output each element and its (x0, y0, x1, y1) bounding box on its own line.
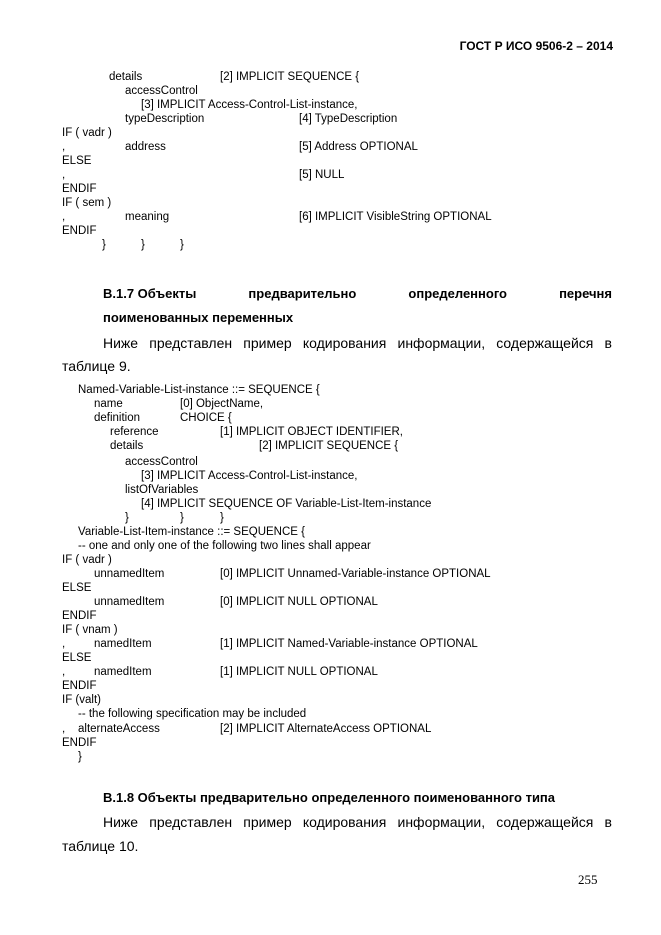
code-token: details (110, 440, 144, 452)
code-token: [2] IMPLICIT SEQUENCE { (220, 71, 360, 83)
para-word: Ниже (103, 814, 139, 830)
code-token: [3] IMPLICIT Access-Control-List-instance, (141, 99, 358, 111)
code-token: , (62, 169, 66, 181)
code-token: [6] IMPLICIT VisibleString OPTIONAL (299, 211, 492, 223)
code-token: [0] IMPLICIT Unnamed-Variable-instance OPTIONAL (220, 568, 491, 580)
code-token: [1] IMPLICIT OBJECT IDENTIFIER, (220, 426, 403, 438)
code-token: ENDIF (62, 737, 97, 749)
code-token: ELSE (62, 582, 92, 594)
para-word: кодирования (302, 335, 387, 351)
paragraph-line2: таблице 9. (62, 358, 131, 374)
code-token: meaning (125, 211, 170, 223)
code-token: Variable-List-Item-instance ::= SEQUENCE { (78, 526, 305, 538)
code-token: -- the following specification may be included (78, 708, 307, 720)
code-token: details (109, 71, 143, 83)
code-token: definition (94, 412, 141, 424)
para-word: информации, (397, 814, 486, 830)
code-token: } (125, 512, 129, 524)
section-b17-title-line2: поименованных переменных (103, 310, 294, 325)
section-b18-heading: B.1.8 Объекты предварительно определенного поименованного типа (103, 790, 556, 805)
page-header: ГОСТ Р ИСО 9506-2 – 2014 (459, 39, 613, 53)
code-token: unnamedItem (94, 568, 165, 580)
title-word: определенного (408, 286, 507, 301)
code-token: [0] ObjectName, (180, 398, 264, 410)
code-token: alternateAccess (78, 723, 160, 735)
code-token: accessControl (125, 456, 198, 468)
code-token: ENDIF (62, 680, 97, 692)
code-token: } (220, 512, 224, 524)
title-word: перечня (559, 286, 612, 301)
code-token: IF ( sem ) (62, 197, 112, 209)
code-token: , (62, 723, 66, 735)
code-token: ENDIF (62, 610, 97, 622)
para-word: содержащейся (496, 814, 594, 830)
code-token: [0] IMPLICIT NULL OPTIONAL (220, 596, 378, 608)
code-token: name (94, 398, 123, 410)
para-word: представлен (149, 814, 233, 830)
code-token: } (141, 239, 145, 251)
para-word: представлен (149, 335, 233, 351)
code-token: [3] IMPLICIT Access-Control-List-instance, (141, 470, 358, 482)
code-token: listOfVariables (125, 484, 199, 496)
code-token: address (125, 141, 166, 153)
code-token: Named-Variable-List-instance ::= SEQUENCE { (78, 384, 320, 396)
code-token: IF ( vadr ) (62, 554, 112, 566)
para-word: в (604, 335, 612, 351)
code-token: [2] IMPLICIT SEQUENCE { (259, 440, 399, 452)
code-token: IF (valt) (62, 694, 101, 706)
code-token: [4] IMPLICIT SEQUENCE OF Variable-List-Item-instance (141, 498, 432, 510)
title-word: предварительно (248, 286, 357, 301)
code-token: [1] IMPLICIT NULL OPTIONAL (220, 666, 378, 678)
para-word: в (604, 814, 612, 830)
code-token: typeDescription (125, 113, 205, 125)
para-word: пример (243, 814, 292, 830)
code-token: namedItem (94, 666, 152, 678)
paragraph-line1 (103, 335, 612, 351)
code-token: IF ( vnam ) (62, 624, 118, 636)
code-token: } (180, 512, 184, 524)
title-word: B.1.7 Объекты (103, 286, 197, 301)
code-token: , (62, 211, 66, 223)
code-token: ELSE (62, 155, 92, 167)
code-token: [4] TypeDescription (299, 113, 398, 125)
code-token: ELSE (62, 652, 92, 664)
paragraph-line2: таблице 10. (62, 838, 139, 854)
code-token: , (62, 638, 66, 650)
code-token: [5] Address OPTIONAL (299, 141, 418, 153)
code-token: CHOICE { (180, 412, 232, 424)
para-word: содержащейся (496, 335, 594, 351)
code-token: , (62, 141, 66, 153)
code-token: unnamedItem (94, 596, 165, 608)
code-token: [2] IMPLICIT AlternateAccess OPTIONAL (220, 723, 432, 735)
code-token: [1] IMPLICIT Named-Variable-instance OPTIONAL (220, 638, 478, 650)
code-token: } (180, 239, 184, 251)
code-token: [5] NULL (299, 169, 345, 181)
paragraph-line1 (103, 814, 612, 830)
code-token: namedItem (94, 638, 152, 650)
code-token: ENDIF (62, 225, 97, 237)
code-token: IF ( vadr ) (62, 127, 112, 139)
code-token: } (78, 751, 82, 763)
code-token: , (62, 666, 66, 678)
code-token: ENDIF (62, 183, 97, 195)
para-word: информации, (397, 335, 486, 351)
code-token: } (102, 239, 106, 251)
code-token: reference (110, 426, 159, 438)
para-word: кодирования (302, 814, 387, 830)
section-b17-title-line1 (103, 286, 612, 301)
code-token: accessControl (125, 85, 198, 97)
page-number: 255 (578, 872, 598, 887)
para-word: Ниже (103, 335, 139, 351)
code-token: -- one and only one of the following two lines shall appear (78, 540, 371, 552)
para-word: пример (243, 335, 292, 351)
